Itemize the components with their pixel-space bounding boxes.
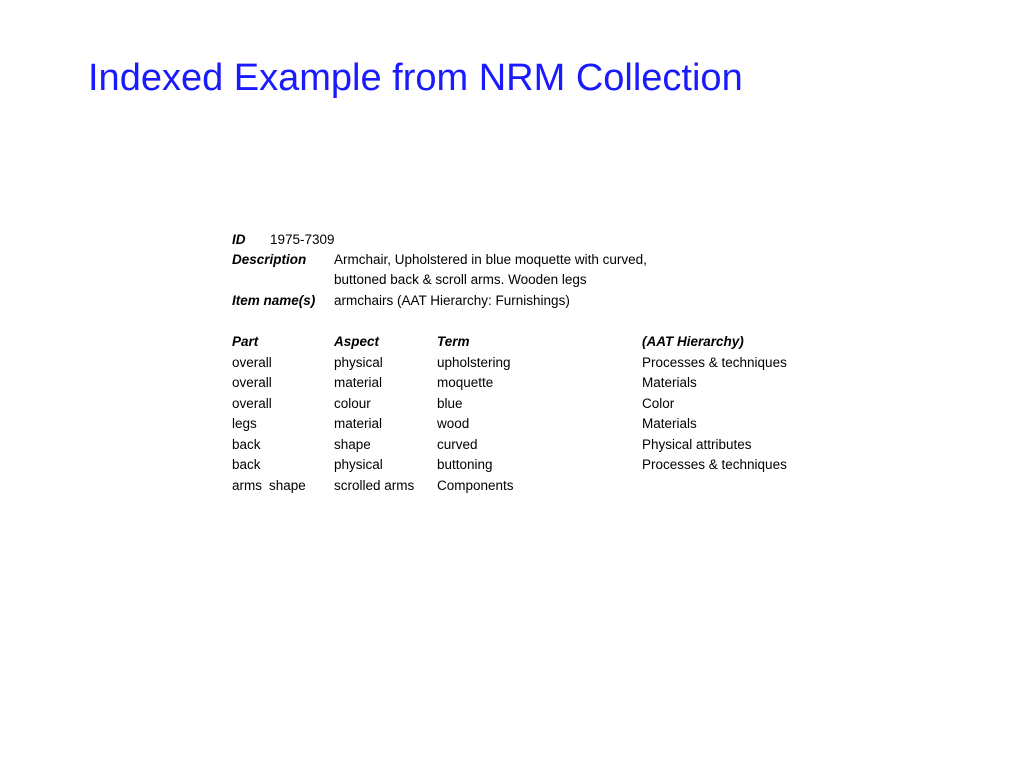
row-5-term: curved: [437, 437, 478, 452]
description-line-1: Armchair, Upholstered in blue moquette with curved,: [334, 252, 647, 267]
row-3-term: blue: [437, 396, 463, 411]
row-5-hierarchy: Physical attributes: [642, 437, 752, 452]
row-6-hierarchy: Processes & techniques: [642, 457, 787, 472]
slide-title: Indexed Example from NRM Collection: [88, 57, 743, 99]
row-6-part: back: [232, 457, 261, 472]
header-part: Part: [232, 334, 259, 349]
id-value: 1975-7309: [270, 232, 335, 247]
row-5-part: back: [232, 437, 261, 452]
row-1-part: overall: [232, 355, 272, 370]
row-7-hierarchy: Components: [437, 478, 514, 493]
description-label: Description: [232, 252, 307, 267]
row-1-hierarchy: Processes & techniques: [642, 355, 787, 370]
description-line-2: buttoned back & scroll arms. Wooden legs: [334, 272, 587, 287]
row-7-aspect: shape: [269, 478, 306, 493]
item-name-value: armchairs (AAT Hierarchy: Furnishings): [334, 293, 570, 308]
row-7-term: scrolled arms: [334, 478, 415, 493]
row-3-part: overall: [232, 396, 272, 411]
row-2-part: overall: [232, 375, 272, 390]
header-aspect: Aspect: [334, 334, 380, 349]
row-1-aspect: physical: [334, 355, 383, 370]
row-4-aspect: material: [334, 416, 383, 431]
row-3-aspect: colour: [334, 396, 371, 411]
row-4-part: legs: [232, 416, 257, 431]
row-6-term: buttoning: [437, 457, 493, 472]
row-2-term: moquette: [437, 375, 494, 390]
row-2-hierarchy: Materials: [642, 375, 697, 390]
header-term: Term: [437, 334, 470, 349]
row-1-term: upholstering: [437, 355, 511, 370]
row-7-part: arms: [232, 478, 262, 493]
id-label: ID: [232, 232, 246, 247]
row-3-hierarchy: Color: [642, 396, 675, 411]
row-5-aspect: shape: [334, 437, 371, 452]
row-4-term: wood: [437, 416, 470, 431]
item-name-label: Item name(s): [232, 293, 316, 308]
row-2-aspect: material: [334, 375, 383, 390]
header-aat-hierarchy: (AAT Hierarchy): [642, 334, 744, 349]
row-4-hierarchy: Materials: [642, 416, 697, 431]
row-6-aspect: physical: [334, 457, 383, 472]
